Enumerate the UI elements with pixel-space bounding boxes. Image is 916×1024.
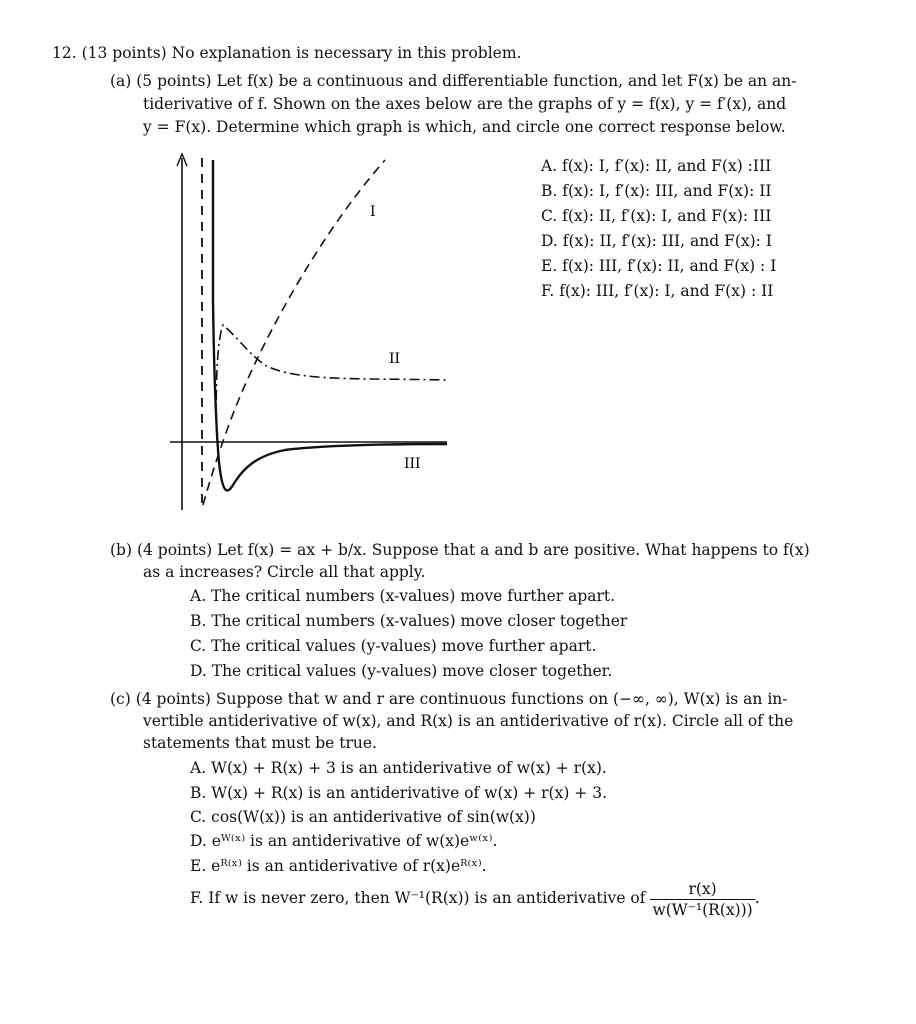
label-I: I bbox=[370, 204, 376, 220]
option-c-F-denominator: w(W⁻¹(R(x))) bbox=[652, 900, 753, 919]
option-a-C[interactable]: C. f(x): II, f′(x): I, and F(x): III bbox=[541, 207, 772, 225]
option-c-F-end: . bbox=[754, 889, 760, 907]
part-a-line-3: y = F(x). Determine which graph is which, and circle one correct response below. bbox=[143, 118, 786, 136]
label-II: II bbox=[389, 351, 401, 367]
option-a-E[interactable]: E. f(x): III, f′(x): II, and F(x) : I bbox=[541, 257, 777, 275]
problem-header: 12. (13 points) No explanation is necessary in this problem. bbox=[52, 44, 522, 62]
part-b-line-2: as a increases? Circle all that apply. bbox=[143, 563, 426, 581]
option-c-C[interactable]: C. cos(W(x)) is an antiderivative of sin(w(x)) bbox=[190, 808, 536, 826]
option-a-D[interactable]: D. f(x): II, f′(x): III, and F(x): I bbox=[541, 232, 772, 250]
option-b-B[interactable]: B. The critical numbers (x-values) move closer together bbox=[190, 612, 628, 630]
part-a-line-2: tiderivative of f. Shown on the axes below are the graphs of y = f(x), y = f′(x), and bbox=[143, 95, 787, 113]
part-a-line-1: (a) (5 points) Let f(x) be a continuous and differentiable function, and let F(x) be an an- bbox=[110, 72, 797, 90]
graph-figure bbox=[165, 150, 455, 515]
option-b-C[interactable]: C. The critical values (y-values) move further apart. bbox=[190, 637, 597, 655]
part-c-line-2: vertible antiderivative of w(x), and R(x) is an antiderivative of r(x). Circle all of the bbox=[143, 712, 794, 730]
option-a-F[interactable]: F. f(x): III, f′(x): I, and F(x) : II bbox=[541, 282, 774, 300]
option-b-D[interactable]: D. The critical values (y-values) move closer together. bbox=[190, 662, 613, 680]
option-c-F[interactable] bbox=[190, 876, 760, 920]
option-c-F-numerator: r(x) bbox=[650, 879, 754, 900]
option-c-B[interactable]: B. W(x) + R(x) is an antiderivative of w(x) + r(x) + 3. bbox=[190, 784, 608, 802]
option-c-D[interactable]: D. eᵂ⁽ˣ⁾ is an antiderivative of w(x)eʷ⁽ˣ⁾. bbox=[190, 832, 498, 850]
option-c-A[interactable]: A. W(x) + R(x) + 3 is an antiderivative of w(x) + r(x). bbox=[190, 759, 607, 777]
option-a-B[interactable]: B. f(x): I, f′(x): III, and F(x): II bbox=[541, 182, 772, 200]
curve-II bbox=[216, 325, 447, 440]
option-b-A[interactable]: A. The critical numbers (x-values) move further apart. bbox=[190, 587, 616, 605]
option-c-F-fraction bbox=[650, 879, 754, 920]
label-III: III bbox=[404, 456, 421, 472]
part-c-line-3: statements that must be true. bbox=[143, 734, 377, 752]
option-c-E[interactable]: E. eᴿ⁽ˣ⁾ is an antiderivative of r(x)eᴿ⁽ˣ⁾. bbox=[190, 857, 487, 875]
option-c-F-text: F. If w is never zero, then W⁻¹(R(x)) is an antiderivative of bbox=[190, 889, 646, 907]
part-b-line-1: (b) (4 points) Let f(x) = ax + b/x. Suppose that a and b are positive. What happens to f(x) bbox=[110, 541, 810, 559]
part-c-line-1: (c) (4 points) Suppose that w and r are continuous functions on (−∞, ∞), W(x) is an in- bbox=[110, 690, 788, 708]
option-a-A[interactable]: A. f(x): I, f′(x): II, and F(x) :III bbox=[541, 157, 772, 175]
curve-III bbox=[213, 160, 447, 490]
